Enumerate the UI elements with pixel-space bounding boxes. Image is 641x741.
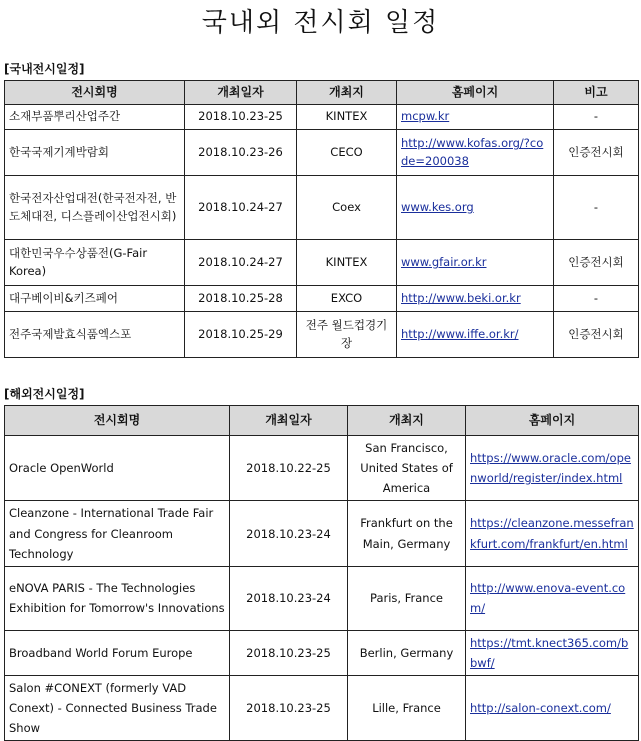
exhibition-name: 전주국제발효식품엑스포 — [5, 312, 185, 358]
exhibition-date: 2018.10.24-27 — [185, 176, 297, 240]
homepage-link[interactable]: https://cleanzone.messefrankfurt.com/frankfurt/en.html — [466, 501, 639, 566]
homepage-link[interactable]: http://www.enova-event.com/ — [466, 566, 639, 630]
exhibition-note: 인증전시회 — [554, 130, 639, 176]
homepage-link[interactable]: www.gfair.or.kr — [397, 240, 554, 286]
table-row — [5, 176, 639, 240]
table-row — [5, 105, 639, 130]
exhibition-name: 한국국제기계박람회 — [5, 130, 185, 176]
exhibition-date: 2018.10.23-25 — [230, 676, 348, 741]
table-row — [5, 501, 639, 566]
exhibition-date: 2018.10.25-29 — [185, 312, 297, 358]
exhibition-date: 2018.10.23-25 — [230, 630, 348, 675]
exhibition-venue: Berlin, Germany — [348, 630, 466, 675]
column-header-name: 전시회명 — [5, 406, 230, 436]
table-row — [5, 676, 639, 741]
exhibition-venue: Coex — [297, 176, 397, 240]
exhibition-note: - — [554, 176, 639, 240]
column-header-venue: 개최지 — [348, 406, 466, 436]
domestic-section-label: [국내전시일정] — [4, 62, 85, 76]
exhibition-date: 2018.10.23-25 — [185, 105, 297, 130]
homepage-link[interactable]: http://salon-conext.com/ — [466, 676, 639, 741]
column-header-homepage: 홈페이지 — [397, 81, 554, 105]
exhibition-venue: Frankfurt on the Main, Germany — [348, 501, 466, 566]
exhibition-date: 2018.10.23-24 — [230, 566, 348, 630]
homepage-link[interactable]: mcpw.kr — [397, 105, 554, 130]
exhibition-venue: KINTEX — [297, 105, 397, 130]
exhibition-venue: CECO — [297, 130, 397, 176]
exhibition-note: - — [554, 105, 639, 130]
exhibition-venue: KINTEX — [297, 240, 397, 286]
homepage-link[interactable]: www.kes.org — [397, 176, 554, 240]
column-header-date: 개최일자 — [230, 406, 348, 436]
exhibition-name: eNOVA PARIS - The Technologies Exhibition for Tomorrow's Innovations — [5, 566, 230, 630]
exhibition-name: Oracle OpenWorld — [5, 436, 230, 501]
column-header-name: 전시회명 — [5, 81, 185, 105]
column-header-note: 비고 — [554, 81, 639, 105]
table-row — [5, 130, 639, 176]
exhibition-name: Broadband World Forum Europe — [5, 630, 230, 675]
exhibition-name: 대구베이비&키즈페어 — [5, 286, 185, 312]
exhibition-note: 인증전시회 — [554, 240, 639, 286]
exhibition-name: 대한민국우수상품전(G-Fair Korea) — [5, 240, 185, 286]
exhibition-venue: EXCO — [297, 286, 397, 312]
homepage-link[interactable]: http://www.iffe.or.kr/ — [397, 312, 554, 358]
column-header-homepage: 홈페이지 — [466, 406, 639, 436]
exhibition-venue: Paris, France — [348, 566, 466, 630]
international-exhibitions-table — [4, 405, 639, 741]
exhibition-date: 2018.10.23-24 — [230, 501, 348, 566]
homepage-link[interactable]: https://www.oracle.com/openworld/register/index.html — [466, 436, 639, 501]
table-row — [5, 312, 639, 358]
exhibition-date: 2018.10.24-27 — [185, 240, 297, 286]
domestic-exhibitions-table — [4, 80, 639, 358]
exhibition-note: 인증전시회 — [554, 312, 639, 358]
exhibition-name: Salon #CONEXT (formerly VAD Conext) - Connected Business Trade Show — [5, 676, 230, 741]
column-header-date: 개최일자 — [185, 81, 297, 105]
homepage-link[interactable]: http://www.kofas.org/?code=200038 — [397, 130, 554, 176]
table-row — [5, 286, 639, 312]
table-row — [5, 630, 639, 675]
exhibition-date: 2018.10.25-28 — [185, 286, 297, 312]
homepage-link[interactable]: https://tmt.knect365.com/bbwf/ — [466, 630, 639, 675]
table-row — [5, 436, 639, 501]
page-title: 국내외 전시회 일정 — [201, 8, 440, 38]
table-row — [5, 566, 639, 630]
exhibition-venue: Lille, France — [348, 676, 466, 741]
exhibition-venue: San Francisco, United States of America — [348, 436, 466, 501]
homepage-link[interactable]: http://www.beki.or.kr — [397, 286, 554, 312]
international-section-label: [해외전시일정] — [4, 387, 85, 401]
exhibition-venue: 전주 월드컵경기장 — [297, 312, 397, 358]
table-row — [5, 240, 639, 286]
exhibition-name: Cleanzone - International Trade Fair and Congress for Cleanroom Technology — [5, 501, 230, 566]
exhibition-date: 2018.10.22-25 — [230, 436, 348, 501]
exhibition-note: - — [554, 286, 639, 312]
exhibition-date: 2018.10.23-26 — [185, 130, 297, 176]
exhibition-name: 소재부품뿌리산업주간 — [5, 105, 185, 130]
exhibition-name: 한국전자산업대전(한국전자전, 반도체대전, 디스플레이산업전시회) — [5, 176, 185, 240]
column-header-venue: 개최지 — [297, 81, 397, 105]
